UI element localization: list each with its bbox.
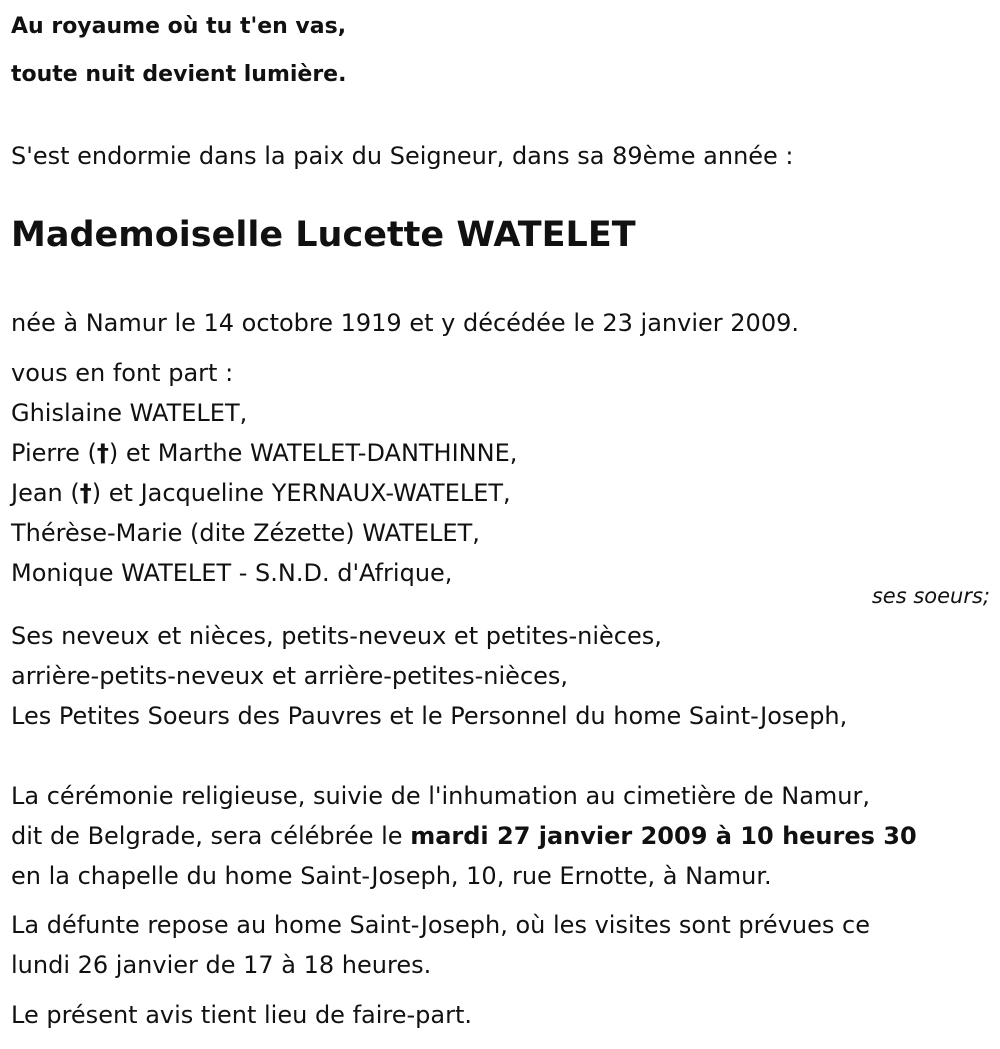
cross-icon: † <box>79 479 92 507</box>
epigraph-line-2: toute nuit devient lumière. <box>11 62 347 87</box>
sister-3 <box>11 478 511 508</box>
deceased-name: Mademoiselle Lucette WATELET <box>11 215 636 255</box>
sister-5: Monique WATELET - S.N.D. d'Afrique, <box>11 559 453 587</box>
sister-3-part-a: Jean ( <box>11 479 80 507</box>
intro-text: S'est endormie dans la paix du Seigneur, dans sa 89ème année : <box>11 142 794 170</box>
family-line-1: Ses neveux et nièces, petits-neveux et petites-nièces, <box>11 622 662 650</box>
sister-3-part-b: ) et Jacqueline YERNAUX-WATELET, <box>91 479 511 507</box>
closing-text: Le présent avis tient lieu de faire-part. <box>11 1001 473 1029</box>
ceremony-line-2-text: dit de Belgrade, sera célébrée le <box>11 822 411 850</box>
family-line-3: Les Petites Soeurs des Pauvres et le Personnel du home Saint-Joseph, <box>11 702 848 730</box>
sister-4: Thérèse-Marie (dite Zézette) WATELET, <box>11 519 480 547</box>
sister-2-part-b: ) et Marthe WATELET-DANTHINNE, <box>108 439 518 467</box>
ceremony-line-2 <box>11 821 917 851</box>
ceremony-date: mardi 27 janvier 2009 à 10 heures 30 <box>410 822 917 850</box>
ceremony-line-3: en la chapelle du home Saint-Joseph, 10, rue Ernotte, à Namur. <box>11 862 772 890</box>
sisters-label: ses soeurs; <box>871 584 990 608</box>
visits-line-2: lundi 26 janvier de 17 à 18 heures. <box>11 951 432 979</box>
epigraph-line-1: Au royaume où tu t'en vas, <box>11 14 347 39</box>
sister-2 <box>11 438 517 468</box>
sister-1: Ghislaine WATELET, <box>11 399 248 427</box>
cross-icon: † <box>96 439 109 467</box>
ceremony-line-1: La cérémonie religieuse, suivie de l'inhumation au cimetière de Namur, <box>11 782 870 810</box>
birth-death-text: née à Namur le 14 octobre 1919 et y décédée le 23 janvier 2009. <box>11 309 799 337</box>
sister-2-part-a: Pierre ( <box>11 439 97 467</box>
announce-text: vous en font part : <box>11 359 234 387</box>
family-line-2: arrière-petits-neveux et arrière-petites-nièces, <box>11 662 569 690</box>
visits-line-1: La défunte repose au home Saint-Joseph, où les visites sont prévues ce <box>11 911 870 939</box>
